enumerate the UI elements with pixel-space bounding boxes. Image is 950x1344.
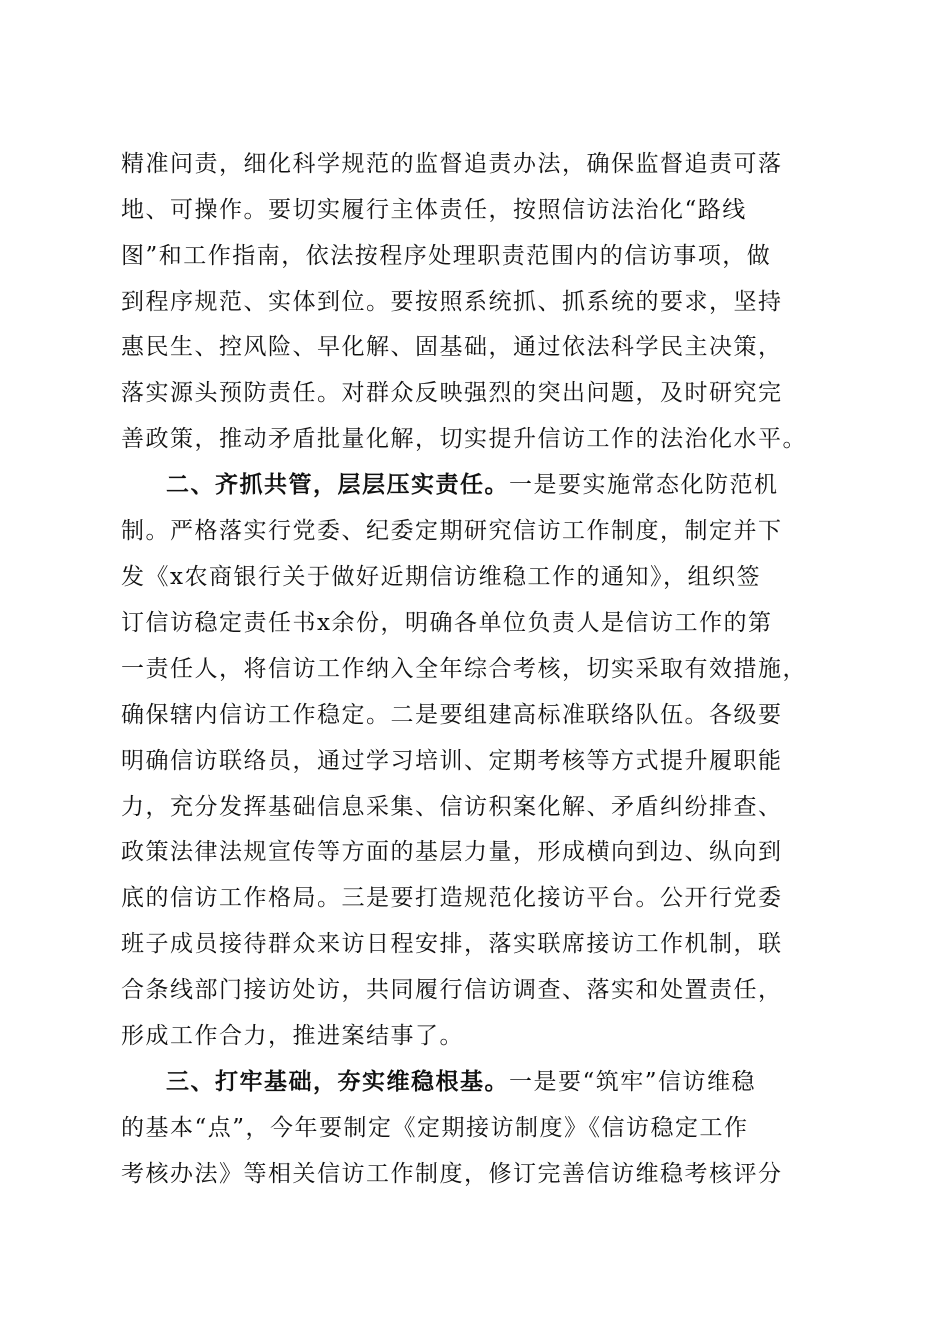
section-3-heading: 三、打牢基础，夯实维稳根基。 [166, 1069, 509, 1095]
paragraph-line: 善政策，推动矛盾批量化解，切实提升信访工作的法治化水平。 [121, 426, 807, 452]
paragraph-line: 确保辖内信访工作稳定。二是要组建高标准联络队伍。各级要 [121, 702, 783, 728]
section-3-first-line [166, 1066, 831, 1098]
paragraph-line: 班子成员接待群众来访日程安排，落实联席接访工作机制，联 [121, 931, 783, 957]
section-2-first-line [166, 469, 831, 501]
paragraph-line: 到程序规范、实体到位。要按照系统抓、抓系统的要求，坚持 [121, 289, 783, 315]
paragraph-line: 精准问责，细化科学规范的监督追责办法，确保监督追责可落 [121, 151, 783, 177]
paragraph-line: 一责任人，将信访工作纳入全年综合考核，切实采取有效措施， [121, 656, 807, 682]
paragraph-line: 订信访稳定责任书x余份，明确各单位负责人是信访工作的第 [121, 610, 773, 636]
paragraph-line: 考核办法》等相关信访工作制度，修订完善信访维稳考核评分 [121, 1161, 783, 1187]
paragraph-line: 发《x农商银行关于做好近期信访维稳工作的通知》，组织签 [121, 564, 761, 590]
paragraph-line: 的基本“点”，今年要制定《定期接访制度》《信访稳定工作 [121, 1115, 749, 1141]
section-2-first-text: 一是要实施常态化防范机 [509, 472, 779, 498]
section-3-first-text: 一是要“筑牢”信访维稳 [509, 1069, 757, 1095]
paragraph-line: 制。严格落实行党委、纪委定期研究信访工作制度，制定并下 [121, 518, 783, 544]
paragraph-line: 地、可操作。要切实履行主体责任，按照信访法治化“路线 [121, 197, 747, 223]
paragraph-line: 落实源头预防责任。对群众反映强烈的突出问题，及时研究完 [121, 380, 783, 406]
paragraph-line: 政策法律法规宣传等方面的基层力量，形成横向到边、纵向到 [121, 839, 783, 865]
paragraph-line: 惠民生、控风险、早化解、固基础，通过依法科学民主决策， [121, 334, 783, 360]
paragraph-line: 明确信访联络员，通过学习培训、定期考核等方式提升履职能 [121, 748, 783, 774]
paragraph-line: 底的信访工作格局。三是要打造规范化接访平台。公开行党委 [121, 885, 783, 911]
paragraph-line: 形成工作合力，推进案结事了。 [121, 1023, 464, 1049]
section-2-heading: 二、齐抓共管，层层压实责任。 [166, 472, 509, 498]
paragraph-line: 力，充分发挥基础信息采集、信访积案化解、矛盾纠纷排查、 [121, 794, 783, 820]
paragraph-line: 合条线部门接访处访，共同履行信访调查、落实和处置责任， [121, 977, 783, 1003]
paragraph-line: 图”和工作指南，依法按程序处理职责范围内的信访事项，做 [121, 243, 772, 269]
